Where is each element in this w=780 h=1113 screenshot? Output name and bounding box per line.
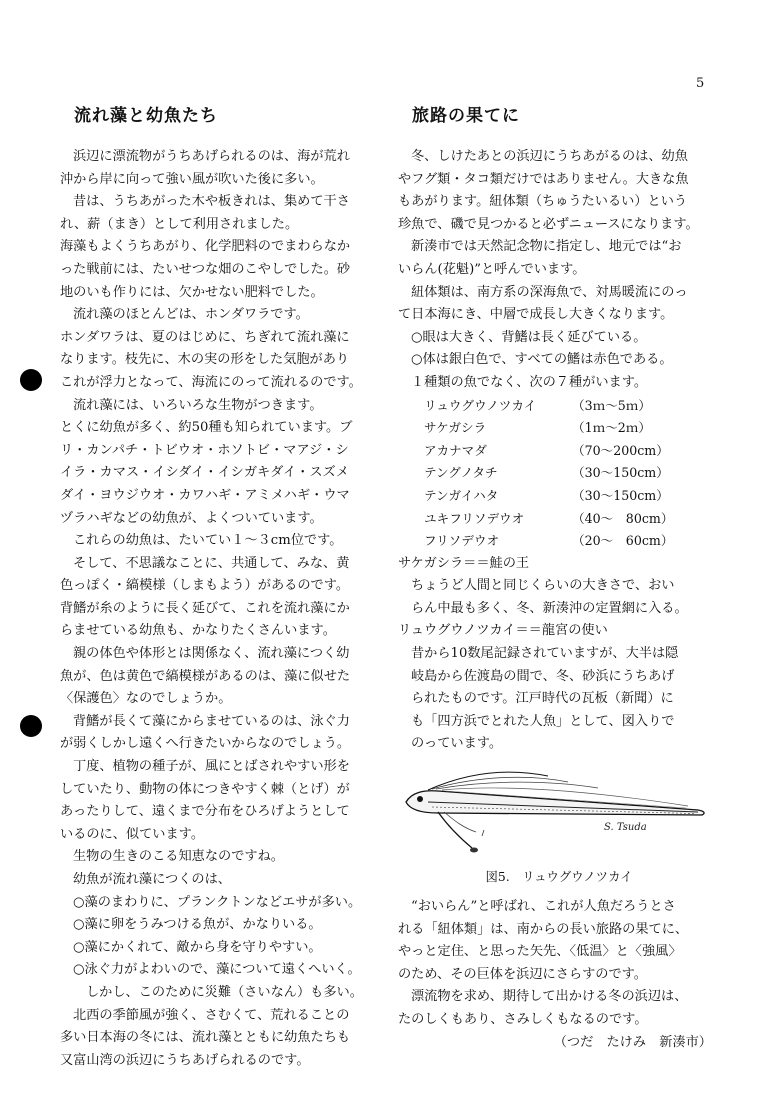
- species-name: サケガシラ: [424, 420, 487, 436]
- species-size: （40～ 80cm）: [572, 510, 674, 526]
- right-body-top: [398, 146, 720, 395]
- section-title-right: 旅路の果てに: [412, 106, 520, 126]
- oarfish-figure: [398, 766, 720, 864]
- text-line: った戦前には、たいせつな畑のこやしでした。砂: [60, 261, 351, 277]
- species-name: リュウグウノツカイ: [424, 397, 537, 413]
- left-column: [60, 104, 390, 1072]
- text-line: 丁度、植物の種子が、風にとばされやすい形を: [73, 759, 350, 775]
- text-line: 幼魚が流れ藻につくのは、: [73, 872, 231, 887]
- text-line: リ・カンパチ・トビウオ・ホソトビ・マアジ・シ: [60, 442, 349, 458]
- text-line: 漂流物を求め、期待して出かける冬の浜辺は、: [411, 989, 688, 1005]
- author-credit: （つだ たけみ 新湊市）: [553, 1034, 712, 1050]
- binder-hole-top: [20, 369, 42, 391]
- binder-hole-bottom: [20, 715, 42, 737]
- text-line: れる「紐体類」は、南からの長い旅路の果てに、: [398, 921, 689, 937]
- left-body: [60, 146, 390, 1072]
- text-line: これが浮力となって、海流にのって流れるのです。: [60, 374, 362, 390]
- text-line: 魚が、色は黄色で縞模様があるのは、藻に似せた: [60, 668, 351, 684]
- text-line: 昔から10数尾記録されていますが、大半は隠: [411, 646, 679, 662]
- figure-caption: 図5. リュウグウノツカイ: [485, 869, 633, 885]
- illustrator-signature: S. Tsuda: [604, 822, 647, 834]
- species-row: [398, 508, 720, 531]
- right-column: [398, 104, 720, 1054]
- text-line: らん中最も多く、冬、新湊沖の定置網に入る。: [411, 600, 688, 616]
- text-line: 岐島から佐渡島の間で、冬、砂浜にうちあげ: [411, 668, 675, 684]
- text-line: のため、その巨体を浜辺にさらすのです。: [398, 966, 647, 982]
- text-line: たのしくもあり、さみしくもなるのです。: [398, 1012, 648, 1027]
- text-line: 背鰭が糸のように長く延びて、これを流れ藻にか: [60, 600, 350, 616]
- species-size: （1ｍ～2ｍ）: [572, 420, 651, 436]
- text-line: やフグ類・タコ類だけではありません。大きな魚: [398, 171, 689, 187]
- text-line: も「四方浜でとれた人魚」として、図入りで: [411, 713, 675, 729]
- text-line: ホンダワラは、夏のはじめに、ちぎれて流れ藻に: [60, 329, 350, 345]
- text-line: あったりして、遠くまで分布をひろげようとして: [60, 804, 350, 820]
- text-line: 紐体類は、南方系の深海魚で、対馬暖流にのっ: [411, 284, 688, 300]
- text-line: していたり、動物の体につきやすく棘（とげ）が: [60, 781, 350, 797]
- text-line: れ、薪（まき）として利用されました。: [60, 216, 299, 232]
- text-line: 流れ藻のほとんどは、ホンダワラです。: [73, 307, 309, 323]
- oarfish-illustration: [398, 766, 718, 864]
- text-line: ヅラハギなどの幼魚が、よくついています。: [60, 510, 323, 526]
- text-line: 色っぽく・縞模様（しまもよう）があるのです。: [60, 578, 350, 594]
- text-line: 背鰭が長くて藻にからませているのは、泳ぐ力: [73, 713, 350, 729]
- page-number: 5: [696, 76, 705, 91]
- text-line: ダイ・ヨウジウオ・カワハギ・アミメハギ・ウマ: [60, 487, 350, 503]
- section-title-left: 流れ藻と幼魚たち: [74, 106, 218, 126]
- text-line: 多い日本海の冬には、流れ藻とともに幼魚たちも: [60, 1030, 351, 1046]
- text-line: “おいらん”と呼ばれ、これが人魚だろうとさ: [411, 899, 676, 915]
- text-line: 生物の生きのこる知恵なのですね。: [73, 849, 284, 865]
- species-row: [398, 530, 720, 553]
- text-line: て日本海にき、中層で成長し大きくなります。: [398, 307, 674, 323]
- species-row: [398, 395, 720, 418]
- species-row: [398, 440, 720, 463]
- text-line: １種類の魚でなく、次の７種がいます。: [411, 374, 648, 390]
- text-line: らませている幼魚も、かなりたくさんいます。: [60, 623, 336, 639]
- text-line: イラ・カマス・イシダイ・イシガキダイ・スズメ: [60, 465, 349, 481]
- species-name: ユキフリソデウオ: [424, 510, 525, 526]
- species-size: （30～150cm）: [572, 487, 669, 503]
- right-body-middle: [398, 553, 720, 756]
- text-line: サケガシラ＝＝鮭の王: [398, 555, 530, 571]
- text-line: とくに幼魚が多く、約50種も知られています。ブ: [60, 420, 353, 436]
- text-line: いるのに、似ています。: [60, 826, 205, 842]
- text-line: ○眼は大きく、背鰭は長く延びている。: [411, 329, 647, 345]
- species-row: [398, 462, 720, 485]
- text-line: が弱くしかし遠くへ行きたいからなのでしょう。: [60, 736, 351, 752]
- species-name: フリソデウオ: [424, 533, 500, 549]
- text-line: られたものです。江戸時代の瓦板（新聞）に: [411, 691, 674, 707]
- text-line: ちょうど人間と同じくらいの大きさで、おい: [411, 578, 675, 594]
- species-list: [398, 395, 720, 553]
- species-row: [398, 417, 720, 440]
- text-line: ○体は銀白色で、すべての鰭は赤色である。: [411, 352, 673, 368]
- species-name: テンガイハタ: [424, 487, 499, 503]
- text-line: 新湊市では天然記念物に指定し、地元では“お: [411, 239, 682, 255]
- text-line: 沖から岸に向って強い風が吹いた後に多い。: [60, 171, 324, 187]
- text-line: リュウグウノツカイ＝＝龍宮の使い: [398, 623, 608, 639]
- text-line: ○藻に卵をうみつける魚が、かなりいる。: [73, 917, 322, 933]
- species-size: （20～ 60cm）: [572, 533, 674, 549]
- text-line: やっと定住、と思った矢先、〈低温〉と〈強風〉: [398, 944, 682, 960]
- text-line: ○藻にかくれて、敵から身を守りやすい。: [73, 939, 322, 955]
- text-line: ○泳ぐ力がよわいので、藻について遠くへいく。: [73, 962, 361, 978]
- text-line: もあがります。紐体類（ちゅうたいるい）という: [398, 194, 688, 210]
- species-row: [398, 485, 720, 508]
- text-line: 地のいも作りには、欠かせない肥料でした。: [60, 284, 324, 300]
- species-size: （3ｍ～5ｍ）: [572, 397, 651, 413]
- text-line: 昔は、うちあがった木や板きれは、集めて干さ: [73, 194, 350, 210]
- text-line: 冬、しけたあとの浜辺にうちあがるのは、幼魚: [411, 149, 688, 164]
- text-line: なります。枝先に、木の実の形をした気胞があり: [60, 352, 350, 368]
- species-size: （30～150cm）: [572, 465, 669, 481]
- text-line: 又富山湾の浜辺にうちあげられるのです。: [60, 1052, 310, 1068]
- text-line: 親の体色や体形とは関係なく、流れ藻につく幼: [73, 646, 350, 662]
- text-line: これらの幼魚は、たいてい１～３cm位です。: [73, 533, 343, 549]
- text-line: 珍魚で、磯で見つかると必ずニュースになります。: [398, 216, 699, 232]
- text-line: 浜辺に漂流物がうちあげられるのは、海が荒れ: [73, 149, 350, 164]
- text-line: 海藻もよくうちあがり、化学肥料のでまわらなか: [60, 239, 351, 255]
- text-line: 流れ藻には、いろいろな生物がつきます。: [73, 397, 323, 413]
- text-line: のっています。: [411, 736, 503, 752]
- species-name: アカナマダ: [424, 442, 487, 458]
- species-name: テングノタチ: [424, 465, 498, 481]
- text-line: いらん(花魁)”と呼んでいます。: [398, 261, 586, 277]
- text-line: しかし、このために災難（さいなん）も多い。: [86, 984, 363, 1000]
- text-line: ○藻のまわりに、プランクトンなどエサが多い。: [73, 894, 362, 910]
- right-body-bottom: [398, 896, 720, 1032]
- text-line: 〈保護色〉なのでしょうか。: [60, 691, 232, 707]
- text-line: そして、不思議なことに、共通して、みな、黄: [73, 555, 350, 571]
- text-line: 北西の季節風が強く、さむくて、荒れることの: [73, 1007, 350, 1023]
- species-size: （70～200cm）: [572, 442, 669, 458]
